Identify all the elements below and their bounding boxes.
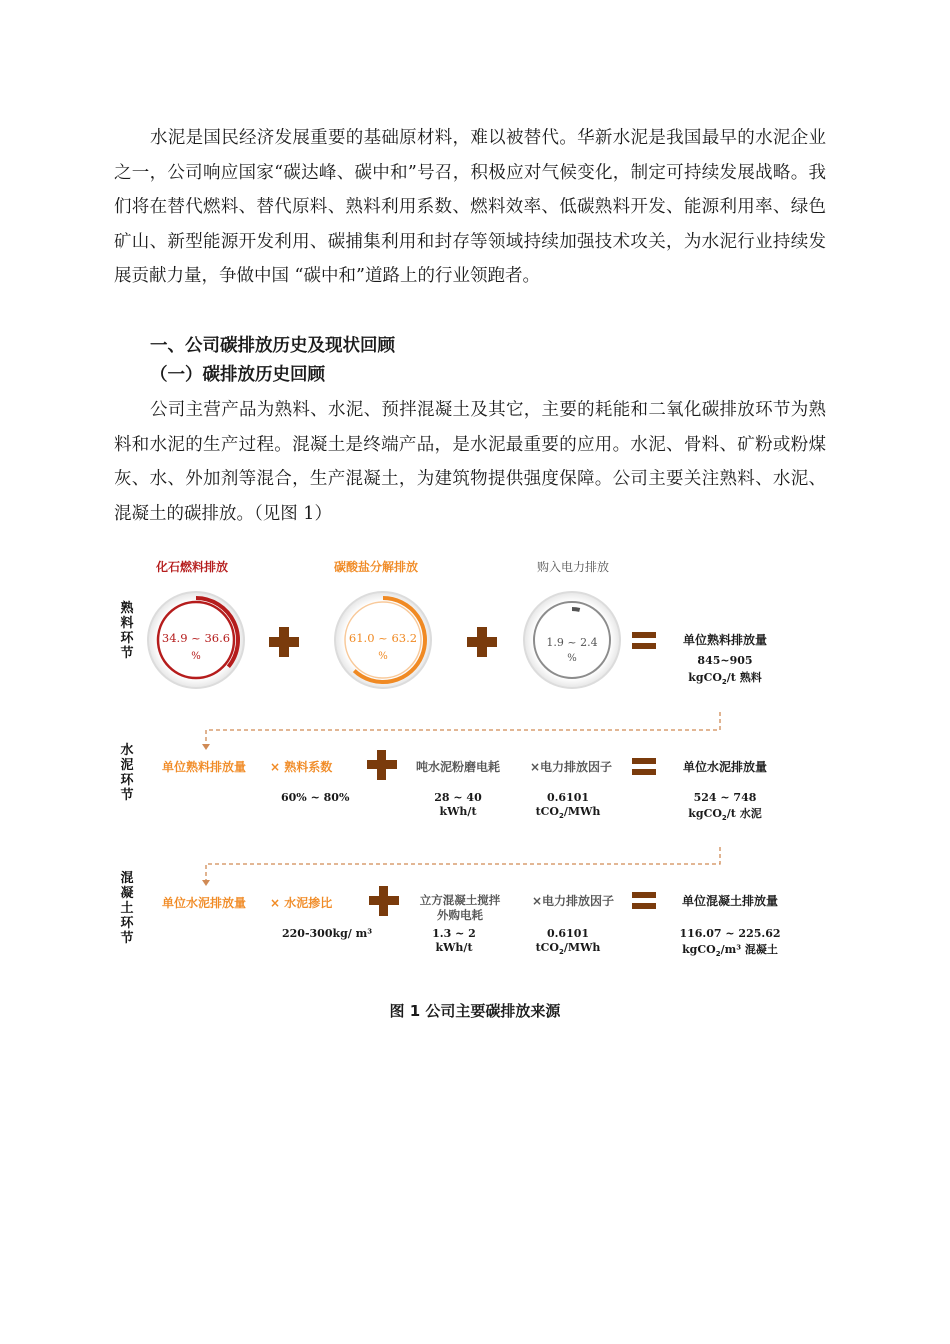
unit-subscript: 2 (721, 814, 727, 823)
cement-term4: ×电力排放因子 (530, 760, 613, 774)
unit-word: 混凝土 (744, 943, 778, 956)
concrete-term4-unit (523, 941, 613, 956)
unit-subscript: 2 (715, 950, 721, 959)
stage-label-clinker: 熟料环节 (120, 601, 134, 661)
cement-term2: × 熟料系数 (270, 760, 333, 774)
unit-part: kgCO (688, 807, 722, 820)
clinker-result-label: 单位熟料排放量 (682, 633, 767, 647)
cement-term2-value: 60% ~ 80% (281, 791, 350, 804)
plus-icon (269, 627, 299, 657)
fossil-unit: % (191, 651, 201, 662)
concrete-result-unit (665, 941, 795, 958)
section-body-paragraph: 公司主营产品为熟料、水泥、预拌混凝土及其它，主要的耗能和二氧化碳排放环节为熟料和水泥的生产过程。混凝土是终端产品，是水泥最重要的应用。水泥、骨料、矿粉或粉煤灰、水、外加剂等混合，生产混凝土，为建筑物提供强度保障。公司主要关注熟料、水泥、混凝土的碳排放。（见图 1） (114, 400, 826, 524)
stage-label-cement: 水泥环节 (120, 743, 134, 803)
concrete-term1: 单位水泥排放量 (162, 896, 247, 910)
clinker-result-unit (665, 669, 785, 686)
concrete-term4: ×电力排放因子 (532, 894, 615, 908)
unit-part: /t (726, 807, 736, 820)
unit-subscript: 2 (559, 948, 564, 957)
unit-part: /MWh (563, 941, 601, 954)
subsection-heading: （一）碳排放历史回顾 (150, 365, 325, 385)
unit-part: /t (726, 671, 736, 684)
unit-word: 水泥 (739, 807, 762, 820)
concrete-term3-unit: kWh/t (435, 941, 473, 954)
fossil-range: 34.9 ~ 36.6 (161, 631, 231, 645)
fossil-fuel-label: 化石燃料排放 (156, 560, 229, 574)
cement-term1: 单位熟料排放量 (162, 760, 247, 774)
cement-term3-unit: kWh/t (439, 805, 477, 818)
unit-subscript: 2 (559, 812, 564, 821)
cement-term3: 吨水泥粉磨电耗 (416, 760, 501, 774)
unit-part: kgCO (682, 943, 716, 956)
unit-subscript: 2 (721, 678, 727, 687)
concrete-term4-value: 0.6101 (546, 927, 590, 940)
stage-label-concrete: 混凝土环节 (120, 871, 134, 946)
plus-icon (369, 886, 399, 916)
unit-part: tCO (535, 805, 559, 818)
concrete-term2-value: 220-300kg/ m³ (282, 927, 373, 940)
equals-icon (632, 758, 656, 775)
carbonate-label: 碳酸盐分解排放 (334, 560, 419, 574)
equals-icon (632, 892, 656, 909)
intro-paragraph: 水泥是国民经济发展重要的基础原材料，难以被替代。华新水泥是我国最早的水泥企业之一，公司响应国家“碳达峰、碳中和”号召，积极应对气候变化，制定可持续发展战略。我们将在替代燃料、替代原料、熟料利用系数、燃料效率、低碳熟料开发、能源利用率、绿色矿山、新型能源开发利用、碳捕集利用和封存等领域持续加强技术攻关，为水泥行业持续发展贡献力量，争做中国 “碳中和”道路上的行业领跑者。 (114, 128, 826, 286)
power-label: 购入电力排放 (537, 560, 610, 574)
carbonate-unit: % (378, 651, 388, 662)
unit-word: 熟料 (739, 671, 762, 684)
carbonate-range: 61.0 ~ 63.2 (348, 631, 418, 645)
clinker-result-value: 845~905 (697, 654, 753, 667)
unit-part: tCO (535, 941, 559, 954)
section-heading: 一、公司碳排放历史及现状回顾 (150, 336, 395, 356)
power-unit: % (567, 653, 577, 664)
power-range: 1.9 ~ 2.4 (546, 636, 598, 649)
unit-part: /MWh (563, 805, 601, 818)
unit-part: kgCO (688, 671, 722, 684)
plus-icon (367, 750, 397, 780)
equals-icon (632, 632, 656, 649)
concrete-term3-line1: 立方混凝土搅拌 (419, 893, 501, 907)
concrete-result-label: 单位混凝土排放量 (681, 894, 778, 908)
unit-part: /m³ (720, 943, 742, 956)
cement-result-unit (665, 805, 785, 822)
concrete-term3-line2: 外购电耗 (437, 908, 483, 922)
concrete-result-value: 116.07 ~ 225.62 (679, 927, 781, 940)
cement-result-label: 单位水泥排放量 (682, 760, 767, 774)
cement-result-value: 524 ~ 748 (693, 791, 757, 804)
cement-term3-value: 28 ~ 40 (434, 791, 482, 804)
cement-term4-value: 0.6101 (546, 791, 590, 804)
concrete-term3-value: 1.3 ~ 2 (432, 927, 476, 940)
figure-caption: 图 1 公司主要碳排放来源 (389, 1002, 561, 1020)
plus-icon (467, 627, 497, 657)
cement-term4-unit (523, 805, 613, 820)
concrete-term2: × 水泥掺比 (270, 896, 333, 910)
